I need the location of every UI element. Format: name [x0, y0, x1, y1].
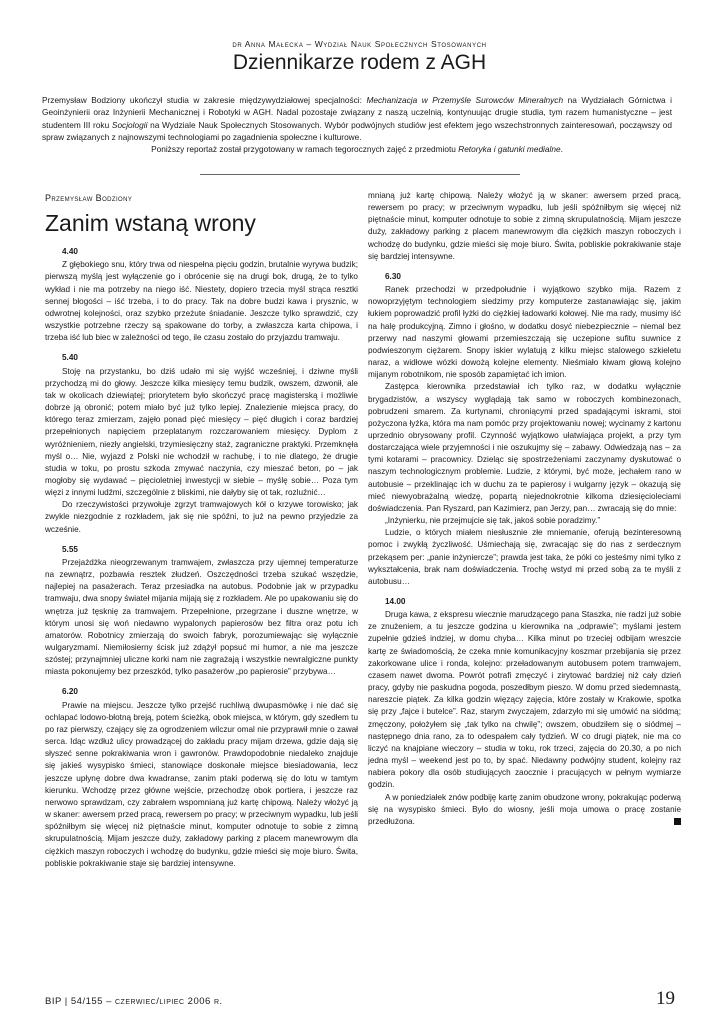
intro-text: . — [560, 144, 563, 155]
divider — [200, 174, 520, 175]
intro-text: na Wydziałach Górnictwa i Geoinżynierii oraz Inżynierii Mechanicznej i Robotyki w AGH. Nadal pozostaje związany z naszą uczelnią, kontynuując drugie studia, tym razem humanistyczne – jest studentem III roku — [42, 95, 672, 130]
paragraph: „Inżynierku, nie przejmujcie się tak, jakoś sobie poradzimy.” — [385, 516, 601, 526]
article-author: Przemysław Bodziony — [45, 193, 133, 203]
section-time: 5.55 — [62, 544, 78, 554]
section-time: 6.20 — [62, 687, 78, 697]
page-title: Dziennikarze rodem z AGH — [232, 51, 487, 74]
paragraph: Prawie na miejscu. Jeszcze tylko przejść ruchliwą dwupasmówkę i nie dać się ochlapać lodowo-błotną breją, potem ścieżką, obok miejsca, w którym, gdy szedłem tu po raz pierwszy, czający się za ogrodzeniem wilczur omal nie przyprawił mnie o zawał serca. Idąc wzdłuż ulicy prowadzącej do zakładu pracy mijam drzewa, gdzie dają się słyszeć senne pokrakiwania wron i gawronów. Prawdopodobnie niedaleko znajduje się jakieś wysypisko śmieci, stanowiące doskonałe miejsce biesiadowania, lecz jeszcze upłynę dobre dwa kwadranse, zanim ptaki poderwą się do lotu w tamtym kierunku. Wchodzę przez główne wejście, przechodzę obok portiera, i jeszcze raz nerwowo sprawdzam, czy zabrałem wspomnianą już kartę chipową. Należy włożyć ją w skaner: awersem przed pracą, rewersem po pracy; w przeciwnym wypadku, lub jeśli spóźniłbym się więcej niż piętnaście minut, komputer odnotuje to sobie z zimną skrupulatnością. Mijam jeszcze duży, zakładowy parking z placem manewrowym dla ciężkich maszyn roboczych i wchodzę do budynku, gdzie mieści się moje biuro. Świta, pobliskie pokrakiwanie staje się bardziej intensywne. — [45, 700, 358, 868]
paragraph: Stoję na przystanku, bo dziś udało mi się wyjść wcześniej, i dziwne myśli przychodzą mi do głowy. Jeszcze kilka miesięcy temu budzik, owszem, dzwonił, ale tak w okolicach dziewiątej; priorytetem było skończyć pracę magisterską i możliwie dobrze ją obronić; potem miało być już tylko lepiej. Znalezienie miejsca pracy, do którego teraz zmierzam, zajęło ponad pięć miesięcy – pięć długich i coraz bardziej przepełnionych napięciem przeplatanym rozczarowaniem miesięcy. Dyplom z wyróżnieniem, niezły angielski, trzymiesięczny staż, zagraniczne praktyki. Przemknęła myśl o… Nie, wyjazd z Polski nie wchodził w rachubę, i to nie dlatego, że drugie studia w toku, po prostu szkoda zmywać naczynia, czy mieszać beton, po – jak mogłoby się wydawać – pięcioletniej inwestycji w siebie – myślę sobie… Poza tym więzi z innymi ludźmi, szczególnie z bliskimi, nie dałyby się ot tak, rozluźnić… — [45, 366, 358, 498]
paragraph: Do rzeczywistości przywołuje zgrzyt tramwajowych kół o krzywe torowisko; jak zwykle niezgodnie z rozkładem, jak się nie spóźni, to już na pewno przyjedzie za wcześnie. — [45, 500, 358, 534]
page-number: 19 — [656, 988, 675, 1009]
section-time: 6.30 — [385, 271, 401, 281]
paragraph: Z głębokiego snu, który trwa od niespełna pięciu godzin, brutalnie wyrywa budzik; pierwszą myślą jest wyłączenie go i obrócenie się na drugi bok, drugą, że to tylko wykład i nie ma potrzeby na niego iść. Niestety, dopiero trzecia myśl strąca resztki sennej błogości – iść trzeba, i to do pracy. Tak na dobre budzi kawa i prysznic, w odwrotnej kolejności, oraz szybko przeżute śniadanie. Jeszcze tylko sprawdzić, czy wszystkie potrzebne rzeczy są spakowane do torby, a zwłaszcza karta chipowa, i trzeba iść lub biec w zależności od tego, ile czasu zostało do przyjazdu tramwaju. — [45, 260, 358, 343]
paragraph-continued: mnianą już kartę chipową. Należy włożyć ją w skaner: awersem przed pracą, rewersem po pracy; w przeciwnym wypadku, lub jeśli spóźniłbym się więcej niż piętnaście minut, komputer odnotuje to sobie z zimną skrupulatnością. Mijam jeszcze duży, zakładowy parking z placem manewrowym dla ciężkich maszyn roboczych i wchodzę do budynku, gdzie mieści się moje biuro. Świta, pobliskie pokrakiwanie staje się bardziej intensywne. — [368, 191, 681, 261]
article-title: Zanim wstaną wrony — [45, 210, 256, 237]
intro-text: Przemysław Bodziony ukończył studia w zakresie międzywydziałowej specjalności: — [42, 95, 367, 105]
header-byline: dr Anna Małecka – Wydział Nauk Społecznych Stosowanych — [232, 39, 487, 49]
closing-text: A w poniedziałek znów podbiję kartę zanim obudzone wrony, pokrakując poderwą się na wysypisko śmieci. Było do wiosny, jeśli moja umowa o pracę zostanie przedłużona. — [368, 792, 681, 826]
section-time: 14.00 — [385, 597, 406, 606]
paragraph: Druga kawa, z ekspresu wiecznie marudzącego pana Staszka, nie radzi już sobie ze znużeniem, a tu jeszcze godzina u kierownika na „odprawie”; myślami jestem zupełnie gdzieś indziej, w domu chyba… Kilka minut po trzeciej odbijam wreszcie kartę ze świadomością, że czeka mnie komunikacyjny koszmar przebijania się przez zakorkowane ulice i ronda, kolejno: przeładowanym autobusem potem tramwajem, czasem nawet dwoma. Powrót potrafi zmęczyć i zirytować bardziej niż cały dzień pracy, gdyby nie paskudna pogoda, poszedłbym pieszo. W domu przed siedemnastą, nareszcie piątek. Za kilka godzin więzący zajęcia, które zostały w Krakowie, spotka się przy „fajce i butelce”. Raz, starym zwyczajem, zdarzyło mi się umówić na siódmą; zmęczony, położyłem się „tak tylko na chwilę”; owszem, obudziłem się o siódmej – następnego dnia rano, za to odespałem cały tydzień. W co drugi piątek, nie ma co liczyć na knajpiane wieczory – studia w toku, rok trzeci, zajęcia do 20.30, a po nich jedna myśl – weekend jest po to, by spać. Niedawny podwójny student, kolejny raz nabiera pokory dla osób studiujących zaocznie i pracujących w pełnym wymiarze godzin. — [368, 610, 681, 790]
paragraph: Zastępca kierownika przedstawiał ich tylko raz, w dodatku wyłącznie brygadzistów, a wszyscy wyglądają tak samo w roboczych kombinezonach, pobrudzeni smarem. Za kurtynami, chroniącymi przed spadającymi iskrami, stoi pożyczona łyżka, która ma nam pomóc przy projektowaniu nowej; wycinamy z kartonu uprzednio obrysowany profil. Czynność wyjątkowo ułatwiająca projekt, a przy tym dostarczająca wiele przyjemności i nie oszukujmy się – zabawy. Odwiedzają nas – za tymi kotarami – pracownicy. Dzieląc się spostrzeżeniami zaczynamy dyskutować o naszym technologicznym problemie. Ludzie, z którymi, być może, jechałem rano w autobusie – przeklinając ich w duchu za te papierosy i wulgarny język – okazują się mieć niewyobrażalną wiedzę, popartą niejednokrotnie kilkoma dziesięcioleciami doświadczenia. Pan Ryszard, pan Kazimierz, pan Jerzy, pan… zwracają się do mnie: — [368, 382, 681, 513]
intro-paragraph-2 — [42, 143, 672, 155]
intro-text: na Wydziale Nauk Społecznych Stosowanych. Wybór podwójnych studiów jest efektem jego wszechstronnych zainteresowań, począwszy od spraw związanych z najnowszymi technologiami po zagadnienia społeczne i kulturowe. — [42, 119, 672, 142]
footer-journal: BIP | 54/155 – czerwiec/lipiec 2006 r. — [45, 996, 223, 1007]
intro-text: Poniższy reportaż został przygotowany w ramach tegorocznych zajęć z przedmiotu — [151, 144, 459, 155]
paragraph: Ranek przechodzi w przedpołudnie i wyjątkowo szybko mija. Razem z nowoprzyjętym technologiem siedzimy przy komputerze zastanawiając się, jakim łukiem poprowadzić profil łyżki do ciężkiej ładowarki kołowej. Nie ma rady, musimy iść na halę produkcyjną. Zimno i głośno, w dodatku dosyć niebezpiecznie – niemal bez przerwy nad naszymi głowami przemieszczają się uczepione sufitu suwnice z podwieszonym ciężarem. Snopy iskier wylatują z kilku miejsc stalowego szkieletu naraz, a widłowe wózki dowożą kolejne elementy. Nieśmiało kiwam głową kolejno mijanym robotnikom, nie sposób zapamiętać ich imion. — [368, 285, 681, 380]
intro-emphasis: Mechanizacja w Przemyśle Surowców Mineralnych — [366, 95, 564, 105]
column-left — [45, 192, 358, 868]
end-of-article-icon — [674, 818, 681, 825]
paragraph — [368, 792, 681, 828]
intro-paragraph-1 — [42, 94, 672, 143]
intro-emphasis: Socjologii — [111, 119, 148, 130]
section-time: 5.40 — [62, 353, 78, 363]
intro-emphasis: Retoryka i gatunki medialne — [458, 144, 561, 155]
intro-block — [42, 94, 672, 155]
section-time: 4.40 — [62, 247, 78, 257]
paragraph: Ludzie, o których miałem niesłusznie złe mniemanie, oferują bezinteresowną pomoc i zwykłą życzliwość. Uśmiechają się, zwracając się do nas z serdecznym przekąsem per: „panie inżyniercze”; prawda jest taka, że póki co jesteśmy nimi tylko z wykształcenia, brak nam doświadczenia. Trochę wstyd mi przed sobą za te myśli z autobusu… — [368, 528, 681, 586]
column-right — [368, 190, 681, 828]
paragraph: Przejażdżka nieogrzewanym tramwajem, zwłaszcza przy ujemnej temperaturze na zewnątrz, pozbawia resztek złudzeń. Oszczędności trzeba szukać wszędzie, najlepiej na pasażerach. Teraz przesiadka na autobus. Podobnie jak w przypadku tramwaju, dwa snopy świateł mijania mijają się z rozkładem. Ale po upakowaniu się do wnętrza już tęsknię za tramwajem. Przepełnione, przegrzane i duszne wnętrze, w którym unosi się woń niedawno wypalonych papierosów bez filtra oraz potu ich amatorów. Robotnicy zmierzają do swoich fabryk, porozumiewając się wyłącznie wulgaryzmami. Niemiłosierny ścisk już zdążył popsuć mi humor, a nie ma jeszcze szóstej; przynajmniej uliczne korki nam nie zagrażają i wszystkie newralgiczne punkty miasta pokonujemy bez przeszkód, tylko pasażerów „po papierosie” przybywa… — [45, 557, 358, 677]
